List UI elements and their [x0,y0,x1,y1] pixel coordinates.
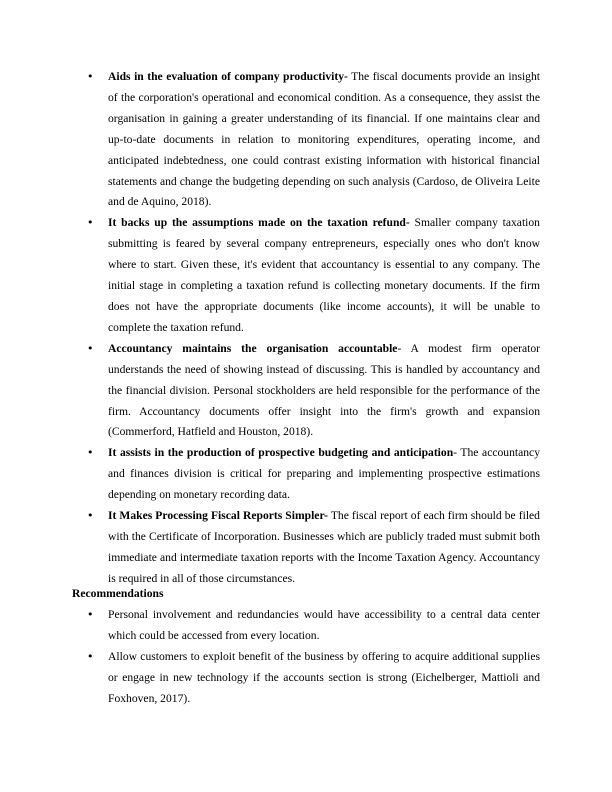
recommendations-list [72,605,540,710]
benefits-list [72,67,540,590]
item-text: - A modest firm operator understands the need of showing instead of discussing. This is handled by accountancy and the financial division. Personal stockholders are held responsible for the performance of the firm. Accountancy documents offer insight into the firm's growth and expansion (Commerford, Hatfield and Houston, 2018). [108,341,541,439]
item-lead: It Makes Processing Fiscal Reports Simpler- [108,509,329,523]
bullet-icon: • [87,608,94,621]
list-item [72,443,540,506]
list-item [72,67,540,213]
item-text: Personal involvement and redundancies would have accessibility to a central data center which could be accessed from every location. [108,608,540,642]
recommendations-heading: Recommendations [72,587,164,600]
bullet-icon: • [87,341,94,355]
item-lead: Aids in the evaluation of company productivity- [108,70,348,83]
bullet-icon: • [87,509,94,523]
bullet-icon: • [87,649,94,663]
item-lead: It assists in the production of prospective budgeting and anticipation [108,446,454,460]
list-item [72,506,540,590]
list-item [72,213,540,338]
item-text: - The accountancy and finances division is critical for preparing and implementing prospective estimations depending on monetary recording data. [108,446,540,502]
item-text: The fiscal report of each firm should be filed with the Certificate of Incorporation. Businesses which are publicly traded must submit both immediate and intermediate taxation reports with the Income Taxation Agency. Accountancy is required in all of those circumstances. [108,509,540,585]
list-item [72,339,540,444]
list-item [72,605,540,647]
item-text: Smaller company taxation submitting is feared by several company entrepreneurs, especially ones who don't know where to start. Given these, it's evident that accountancy is essential to any company. The initial stage in completing a taxation refund is collecting monetary documents. If the firm does not have the appropriate documents (like income accounts), it will be unable to complete the taxation refund. [108,216,540,334]
list-item [72,647,540,710]
bullet-icon: • [87,216,94,230]
item-lead: It backs up the assumptions made on the taxation refund- [108,216,410,230]
item-text: Allow customers to exploit benefit of the business by offering to acquire additional supplies or engage in new technology if the accounts section is strong (Eichelberger, Mattioli and Foxhoven, 2017). [108,649,540,705]
bullet-icon: • [87,446,94,460]
item-text: The fiscal documents provide an insight of the corporation's operational and economical condition. As a consequence, they assist the organisation in gaining a greater understanding of its financial. If one maintains clear and up-to-date documents in relation to monitoring expenditures, operating income, and anticipated indebtedness, one could contrast existing information with historical financial statements and change the budgeting depending on such analysis (Cardoso, de Oliveira Leite and de Aquino, 2018). [108,70,540,209]
bullet-icon: • [87,70,94,83]
item-lead: Accountancy maintains the organisation accountable [108,341,398,355]
